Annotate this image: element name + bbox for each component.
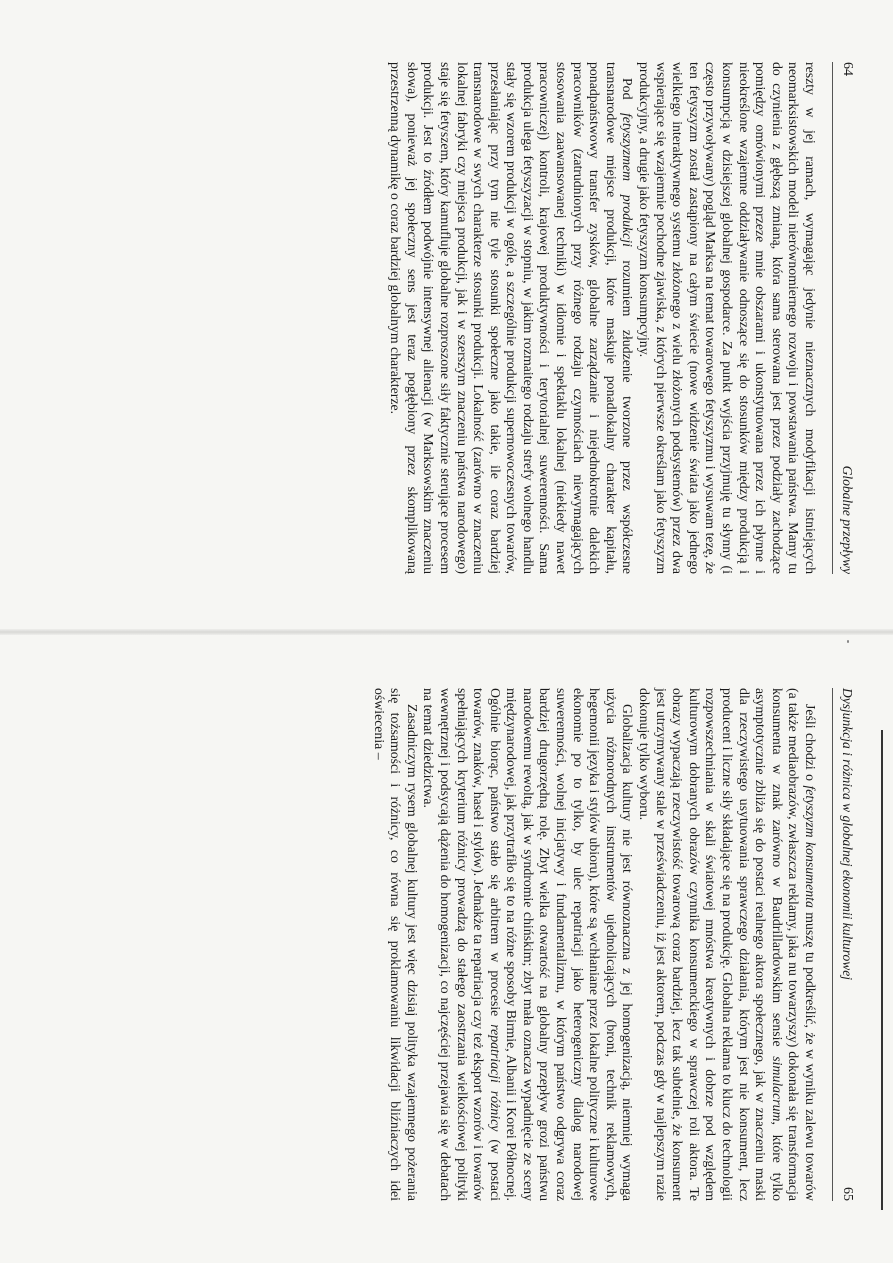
body-text: muszę tu podkreślić, że w wyniku zalewu towarów (a także mediaobrazów, zwłaszcza reklamy, jaka nu towarzyszy) dokonała się transformacja konsumenta w znak zarówno w Baudrillardowskim sensie [769, 688, 818, 1201]
italic-text: fetyszyzm konsumenta [803, 785, 818, 908]
right-running-head: Dysjunkcja i różnica w globalnej ekonomii kulturowej [840, 688, 855, 980]
right-page-header [832, 688, 855, 1201]
left-page-header [832, 62, 855, 574]
body-text: Jeśli chodzi o [803, 704, 818, 786]
paragraph [387, 62, 636, 574]
right-page-body [370, 688, 818, 1201]
left-page-body [387, 62, 818, 574]
body-text: (w postaci towarów, znaków, haseł i stylów). Jednakże ta repatriacja czy też eksport wzorów i towarów spełniających kryterium różnicy prowadzą do stałego zaostrzania wielkościowej polityki wewnętrznej i podsycają dążenia do homogenizacji, co najczęściej przejawia się w debatach na temat dziedzictwa. [421, 688, 503, 1201]
body-text: Zasadniczym rysem globalnej kultury jest więc dzisiaj polityka wzajemnego pożerania się tożsamości i różnicy, co równa się proklamowaniu likwidacji bliźniaczych idei oświecenia – [371, 688, 420, 1201]
left-page-number: 64 [840, 62, 855, 76]
italic-text: repatriacji różnicy [487, 1024, 503, 1132]
scan-edge-line [881, 730, 883, 1210]
left-running-head: Globalne przepływy [840, 465, 855, 574]
body-text: Globalizacja kultury nie jest równoznaczna z jej homogenizacją, niemniej wymaga użycia różnorodnych instrumentów ujednolicających (broni, technik reklamowych, hegemonii języka i stylów ubioru), które są wchłaniane przez lokalne polityczne i kulturowe ekonomie po to tylko, by ulec repatriacji jako heterogeniczny dialog narodowej suwerenności, wolnej inicjatywy i fundamentalizmu, w którym państwo odgrywa coraz bardziej drugorzędną rolę. Zbyt wielka otwartość na globalny przepływ grozi państwu narodowemu rewoltą, jak w syndromie chińskim; zbyt mała oznacza wypadnięcie ze sceny międzynarodowej, jak przytrafiło się to na różne sposoby Birmie, Albanii i Korei Północnej. Ogólnie biorąc, państwo stało się arbitrem w procesie [487, 688, 636, 1201]
paragraph [635, 688, 818, 1201]
body-text: rozumiem złudzenie tworzone przez współczesne transnarodowe miejsce produkcji, które maskuje ponadlokalny charakter kapitału, ponadpaństwowy transfer zysków, globalne zarządzanie i niejednokrotnie dalekich pracowników (zatrudnionych przy różnego rodzaju czynnościach niewymagających stosowania zaawansowanej techniki) w idiomie i spektaklu lokalnej (niekiedy nawet pracowniczej) kontroli, krajowej produktywności i terytorialnej suwerenności. Sama produkcja ulega fetyszyzacji w stopniu, w jakim rozmaitego rodzaju strefy wolnego handlu stały się wzorem produkcji w ogóle, a szczególnie produkcji supernowoczesnych towarów, przesłaniając przy tym nie tyle stosunki społeczne jako takie, ile coraz bardziej transnarodowe w swych charakterze stosunki produkcji. Lokalność (zarówno w znaczeniu lokalnej fabryki czy miejsca produkcji, jak i w szerszym znaczeniu państwa narodowego) staje się fetyszem, który kamufluje globalne rozproszone siły faktycznie sterujące procesem produkcji. Jest to źródłem podwójnie intensywnej alienacji (w Marksowskim znaczeniu słowa), ponieważ jej społeczny sens jest teraz pogłębiony przez skomplikowaną przestrzenną dynamikę o coraz bardziej globalnym charakterze. [388, 62, 636, 574]
paragraph [420, 688, 636, 1201]
italic-text: fetyszyzmem produkcji [620, 112, 636, 247]
right-page [0, 632, 893, 1263]
paragraph [635, 62, 818, 574]
italic-text: simulacrum [769, 1056, 785, 1122]
body-text: Pod [620, 78, 636, 113]
scan-speck [847, 640, 849, 643]
paragraph [370, 688, 420, 1201]
right-page-number: 65 [840, 1187, 855, 1201]
body-text: reszty w jej ramach, wymagając jedynie nieznacznych modyfikacji istniejących neomarksistowskich modeli nierównomiernego rozwoju i powstawania państwa. Mamy tu do czynienia z głębszą zmianą, która sama sterowana jest przez podziały zachodzące pomiędzy omówionymi przeze mnie obszarami i ukonstytuowana przez ich płynne i nieokreślone wzajemne oddziaływanie odnoszące się do stosunków między produkcją i konsumpcją w dzisiejszej globalnej gospodarce. Za punkt wyjścia przyjmuję tu słynny (i często przywoływany) pogląd Marksa na temat towarowego fetyszyzmu i wysuwam tezę, że ten fetyszyzm został zastąpiony na całym świecie (nowe widzenie świata jako jednego wielkiego interaktywnego systemu złożonego z wielu złożonych podsystemów) przez dwa wspierające się wzajemnie pochodne zjawiska, z których pierwsze określam jako fetyszyzm produkcyjny, a drugie jako fetyszyzm konsumpcyjny. [637, 62, 818, 574]
body-text: , które tylko asymptotycznie zbliża się do postaci realnego aktora społecznego, jak w znaczeniu maski dla rzeczywistego usytuowania sprawczego działania, którym jest nie konsument, lecz producent i liczne siły składające się na produkcję. Globalna reklama to klucz do technologii rozpowszechniania w skali światowej mnóstwa kreatywnych i dobrze pod względem kulturowym dobranych obrazów czynnika konsumenckiego w sprawczej roli aktora. Te obrazy wypaczają rzeczywistość towarową coraz bardziej, lecz tak subtelnie, że konsument jest utrzymywany stale w przeświadczeniu, iż jest aktorem, podczas gdy w najlepszym razie dokonuje tylko wyboru. [637, 688, 785, 1201]
